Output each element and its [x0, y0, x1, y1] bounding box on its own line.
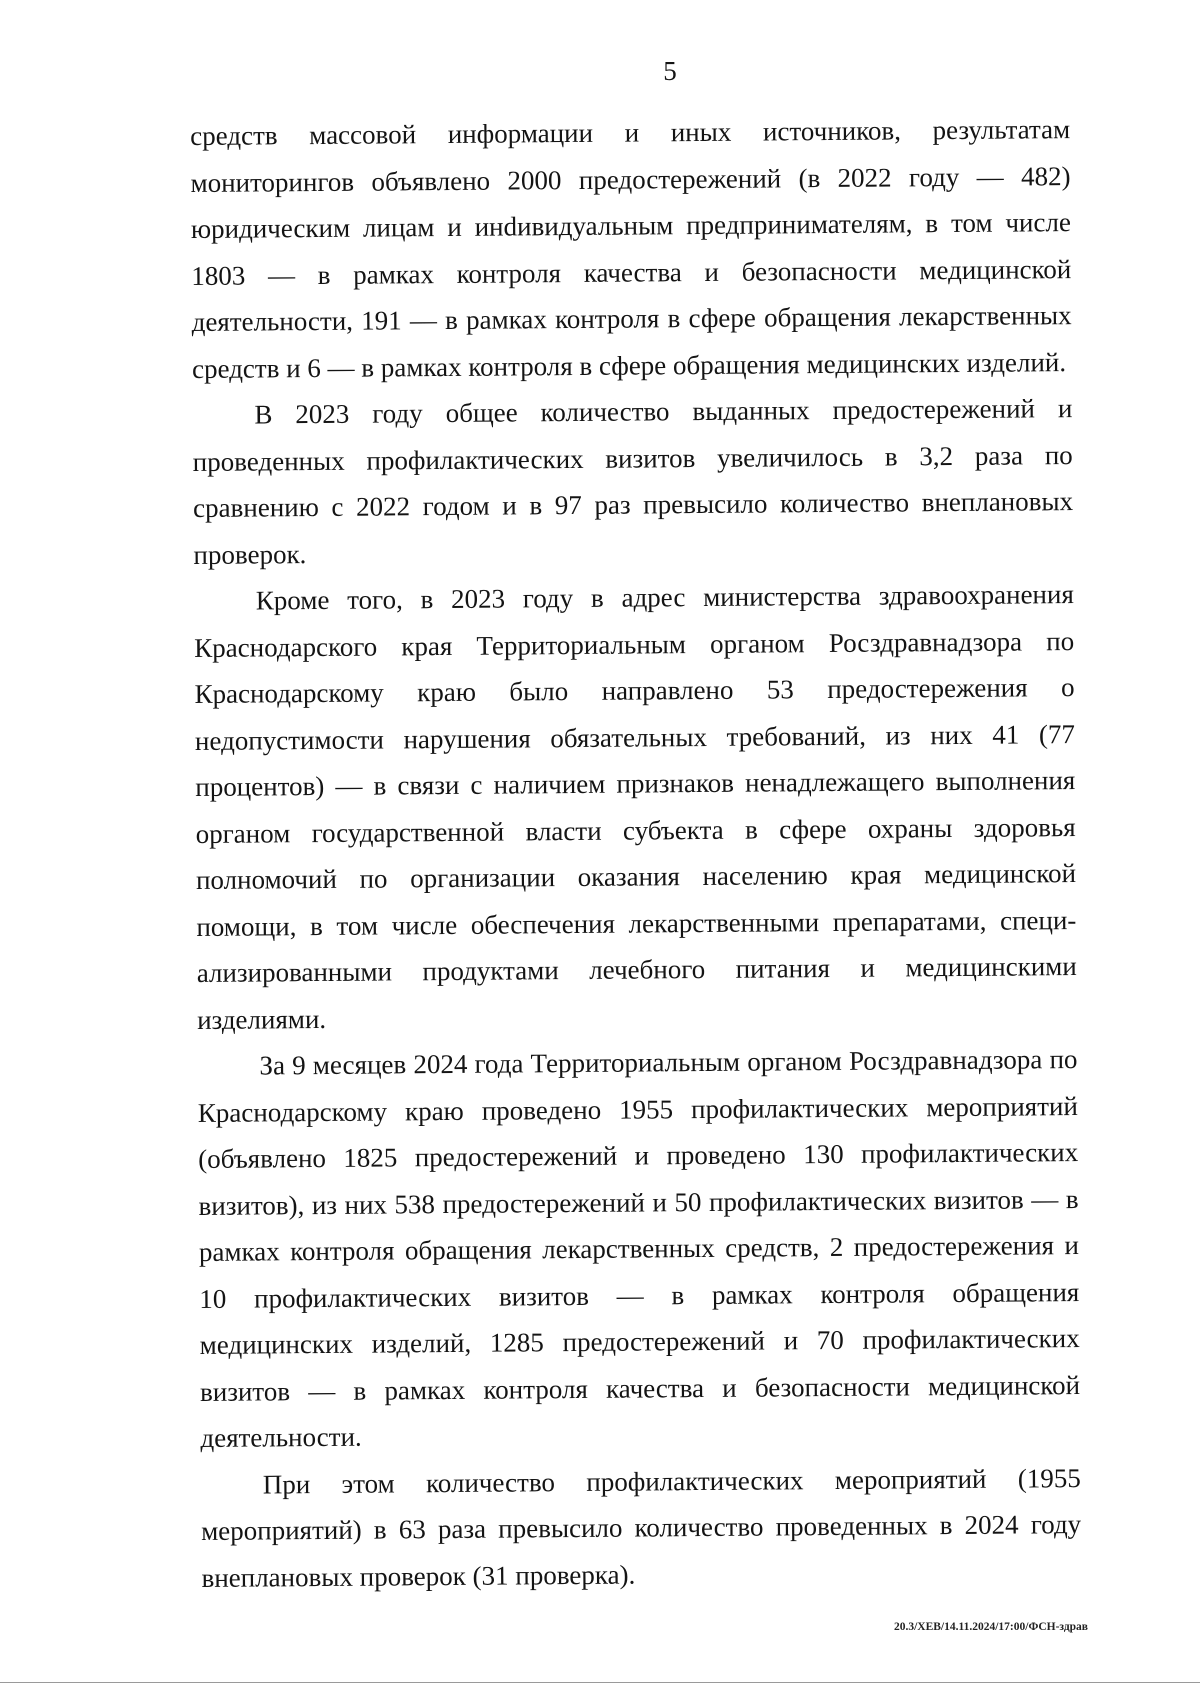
document-reference-code: 20.3/ХЕВ/14.11.2024/17:00/ФСН-здрав — [893, 1621, 1088, 1633]
document-body — [190, 106, 1082, 1601]
paragraph-2024-nine-months: За 9 месяцев 2024 года Территориальным органом Росздравнадзора по Краснодарскому краю проведено 1955 профилактических мероприятий (объявлено 1825 предостережений и проведено 130 профилактических визитов), из них 538 предостережений и 50 профилактических визитов — в рамках контроля обращения лекарственных средств, 2 предостережения и 10 профилактических визитов — в рамках контроля обращения медицинских изделий, 1285 предостережений и 70 профилактических визитов — в рамках контроля качества и безопасности медицинской деятельности. — [197, 1044, 1081, 1453]
paragraph-continuation: средств массовой информации и иных источников, результатам мониторингов объявлено 2000 предостережений (в 2022 году — 482) юридическим лицам и инdивидуальным предпринимателям, в том числе 1803 — в рамках контроля качества и безопасности медицинской деятельности, 191 — в рамках контроля в сфере обращения лекарственных средств и 6 — в рамках контроля в сфере обращения медицинских изделий. — [190, 114, 1072, 384]
paragraph-2023-summary: В 2023 году общее количество выданных предостережений и проведенных профилактических визитов увеличилось в 3,2 раза по сравнению с 2022 годом и в 97 раз превысило количество внеплановых проверок. — [192, 393, 1074, 570]
paragraph-conclusion: При этом количество профилактических мероприятий (1955 мероприятий) в 63 раза превысило количество проведенных в 2024 году внеплановых проверок (31 проверка). — [201, 1462, 1082, 1593]
page-number: 5 — [663, 56, 677, 86]
page-bottom-edge — [0, 1682, 1200, 1683]
paragraph-ministry-warnings: Кроме того, в 2023 году в адрес министерства здравоохранения Краснодарского края Территориальным органом Росздравнадзора по Краснодарскому краю было направлено 53 предостережения о недопустимости нарушения обязательных требований, из них 41 (77 процентов) — в связи с наличием признаков ненадлежащего выполнения органом государственной власти субъекта в сфере охраны здоровья полномочий по организации оказания населению края медицинской помощи, в том числе обеспечения лекарственными препаратами, специализированными продуктами лечебного питания и медицинскими изделиями. — [194, 579, 1077, 1035]
